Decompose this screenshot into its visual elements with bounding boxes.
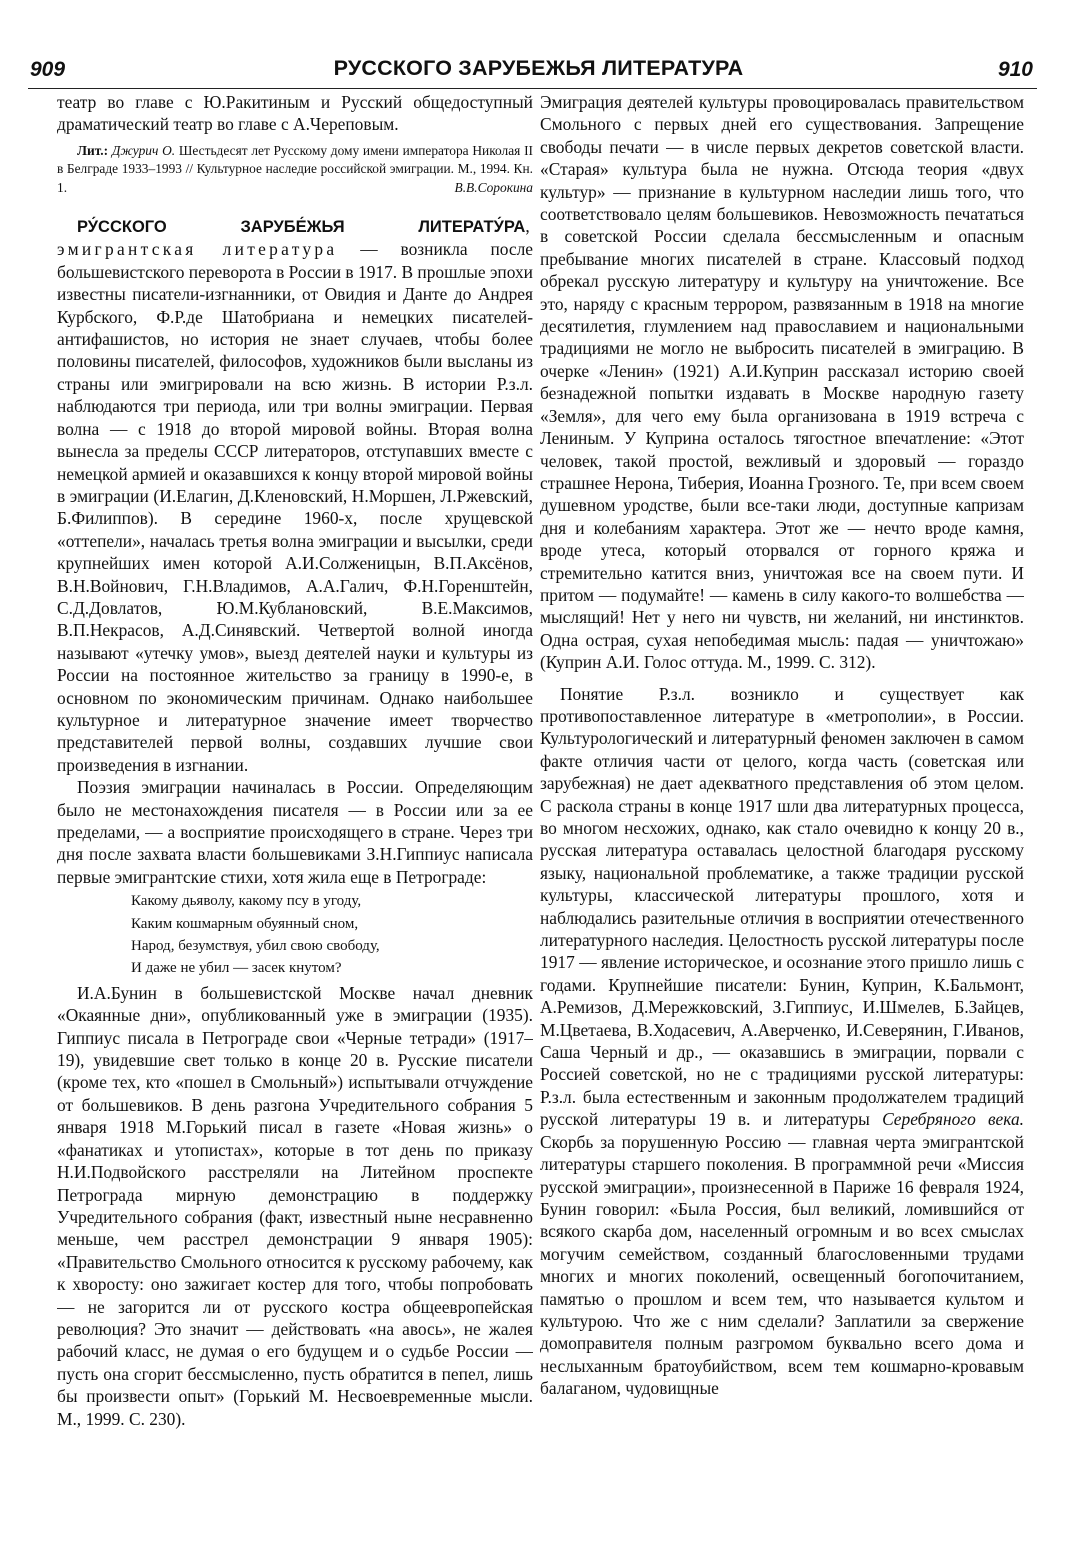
- poem-quote: [131, 890, 533, 980]
- entry-title: РУ́ССКОГО ЗАРУБЕ́ЖЬЯ ЛИТЕРАТУ́РА: [77, 218, 526, 237]
- silver-age-term: Серебряного века.: [882, 1109, 1024, 1130]
- bibliography: [57, 142, 533, 197]
- bibliography-author: Джурич О.: [111, 142, 176, 158]
- entry-intro-text: — возникла после большевистского переворота в России в 1917. В прошлые эпохи известны писатели-изгнанники, от Овидия и Данте до Андрея Курбского, Ф.Р.де Шатобриана и немецких писателей-антифашистов, но история не знает случаев, чтобы более половины писателей, философов, художников были высланы из страны или эмигрировали на всю жизнь. В истории Р.з.л. наблюдаются три периода, или три волны эмиграции. Первая волна — с 1918 до второй мировой войны. Вторая волна вынесла за пределы СССР литераторов, отступавших вместе с немецкой армией и оказавшихся к концу второй мировой войны в эмиграции (И.Елагин, Д.Кленовский, Н.Моршен, Л.Ржевский, Б.Филиппов). В середине 1960-х, после хрущевской «оттепели», началась третья волна эмиграции и высылки, среди крупнейших имен которой А.И.Солженицын, В.П.Аксёнов, В.Н.Войнович, Г.Н.Владимов, А.А.Галич, Ф.Н.Горенштейн, С.Д.Довлатов, Ю.М.Кублановский, В.Е.Максимов, В.П.Некрасов, А.Д.Синявский. Четвертой волной иногда называют «утечку умов», выезд деятелей науки и культуры из России на постоянное жительство за границу в 1990-е, в основном по экономическим причинам. Однако наибольшее культурное и литературное значение имеет творчество представителей первой волны, создавших лучшие свои произведения в изгнании.: [57, 239, 533, 775]
- poem-line: Народ, безумствуя, убил свою свободу,: [131, 938, 380, 955]
- left-column: [57, 91, 533, 1536]
- running-title: РУССКОГО ЗАРУБЕЖЬЯ ЛИТЕРАТУРА: [333, 56, 744, 80]
- author-signature: В.В.Сорокина: [454, 179, 533, 195]
- entry-paragraph-intro: [57, 215, 533, 776]
- page-number-left: 909: [30, 58, 66, 81]
- poem-line: Каким кошмарным обуянный сном,: [131, 915, 359, 932]
- poem-line: И даже не убил — засек кнутом?: [131, 960, 342, 977]
- concept-text: Понятие Р.з.л. возникло и существует как противопоставленное литературе в «метрополии», в России. Культурологический и литературный феномен заключен в самом факте отличия части от целого, когда часть (советская или зарубежная) не дает адекватного представления об этом целом. С раскола страны в конце 1917 шли два литературных процесса, во многом несхожих, однако, как стало очевидно к концу 20 в., русская литература оставалась целостной благодаря русскому языку, национальной проблематике, а также традиции русской культуры, классической литературы прошлого, хотя и наблюдались разительные отличия в восприятии отечественного литературного наследия. Целостность русской литературы после 1917 — явление историческое, и осознание этого пришло лишь с годами. Крупнейшие писатели: Бунин, Куприн, К.Бальмонт, А.Ремизов, Д.Мережковский, З.Гиппиус, И.Шмелев, Б.Зайцев, М.Цветаева, В.Ходасевич, А.Аверченко, И.Северянин, Г.Иванов, Саша Черный и др., — оказавшись в эмиграции, порвали с Россией советской, но не с традициями русской литературы: Р.з.л. была естественным и законным продолжателем традиций русской литературы 19 в. и литературы: [540, 683, 1024, 1130]
- header-rule: [28, 88, 1037, 89]
- previous-entry-ending: театр во главе с Ю.Ракитиным и Русский общедоступный драматический театр во главе с А.Череповым.: [57, 92, 533, 135]
- poem-line: Какому дьяволу, какому псу в угоду,: [131, 893, 362, 910]
- page-number-right: 910: [997, 58, 1033, 81]
- paragraph-concept: [540, 683, 1024, 1400]
- concept-text-continued: Скорбь за порушенную Россию — главная черта эмигрантской литературы старшего поколения. В программной речи «Миссия русской эмиграции», произнесенной в Париже 16 февраля 1924, Бунин говорил: «Была Россия, был великий, ломившийся от всякого скарба дом, населенный огромным и во всех смыслах могучим семейством, созданный благословенными трудами многих и многих поколений, освещенный богопочитанием, памятью о прошлом и всем тем, что называется культом и культурою. Что же с ним сделали? Заплатили за свержение домоправителя полным разгромом буквально всего дома и неслыханным братоубийством, всем тем кошмарно-кровавым балаганом, чудовищные: [540, 1131, 1024, 1399]
- paragraph-bunin-gorky: И.А.Бунин в большевистской Москве начал дневник «Окаянные дни», опубликованный уже в эмиграции (1935). Гиппиус писала в Петрограде свои «Черные тетради» (1917–19), увидевшие свет только в конце 20 в. Русские писатели (кроме тех, кто «пошел в Смольный») испытывали отчуждение от большевиков. В день разгона Учредительного собрания 5 января 1918 М.Горький писал в газете «Новая жизнь» о «фанатиках и утопистах», которые в тот день по приказу Н.И.Подвойского расстреляли на Литейном проспекте Петрограда мирную демонстрацию в поддержку Учредительного собрания (факт, известный ныне несравненно меньше, чем расстрел демонстрации 9 января 1905): «Правительство Смольного относится к русскому рабочему, как к хворосту: оно зажигает костер для того, чтобы попробовать — не загорится ли от русского костра общеевропейская революция? Это значит — действовать «на авось», не жалея рабочий класс, не думая о его будущем и о судьбе России — пусть она сгорит бессмысленно, пусть обратится в пепел, лишь бы произвести опыт» (Горький М. Несвоевременные мысли. М., 1999. С. 230).: [57, 982, 533, 1429]
- right-column: [540, 91, 1024, 1536]
- page-header: [0, 0, 1077, 92]
- paragraph-emigration: Эмиграция деятелей культуры провоцировалась правительством Смольного с первых дней его существования. Запрещение свободы печати — в числе первых декретов советской власти. «Старая» культура была не нужна. Отсюда теория «двух культур» — признание в культурном наследии лишь того, что соответствовало целям большевиков. Невозможность печататься в советской России сделала бессмысленным и опасным пребывание многих писателей в стране. Классовый подход обрекал русскую литературу и культуру на уничтожение. Все это, наряду с красным террором, развязанным в 1918 на многие десятилетия, глумлением над православием и национальными традициями не могло не выбросить писателей в эмиграцию. В очерке «Ленин» (1921) А.И.Куприн рассказал историю своей безнадежной попытки издавать в Москве народную газету «Земля», для чего ему была организована в 1919 встреча с Лениным. У Куприна осталось тягостное впечатление: «Этот человек, такой простой, вежливый и здоровый — гораздо страшнее Нерона, Тиберия, Иоанна Грозного. Те, при всем своем душевном уродстве, были все-таки люди, доступные капризам дня и колебаниям характера. Этот же — нечто вроде камня, вроде утеса, который оторвался от горного кряжа и стремительно катится вниз, уничтожая все на своем пути. И притом — подумайте! — камень в силу какого-то волшебства — мыслящий! Нет у него ни чувств, ни желаний, ни инстинктов. Одна острая, сухая непобедимая мысль: падая — уничтожаю» (Куприн А.И. Голос оттуда. М., 1999. С. 312).: [540, 92, 1024, 673]
- entry-definition: , эмигрантская литература: [57, 216, 533, 260]
- bibliography-label: Лит.:: [77, 142, 109, 158]
- paragraph-poetry: Поэзия эмиграции начиналась в России. Определяющим было не местонахождения писателя — в России или за ее пределами, — а восприятие происходящего в стране. Через три дня после захвата власти большевиками З.Н.Гиппиус написала первые эмигрантские стихи, хотя жила еще в Петрограде:: [57, 777, 533, 887]
- bibliography-text: Шестьдесят лет Русскому дому имени императора Николая II в Белграде 1933–1993 // Культурное наследие российской эмиграции. М., 1994. Кн. 1.: [57, 142, 533, 195]
